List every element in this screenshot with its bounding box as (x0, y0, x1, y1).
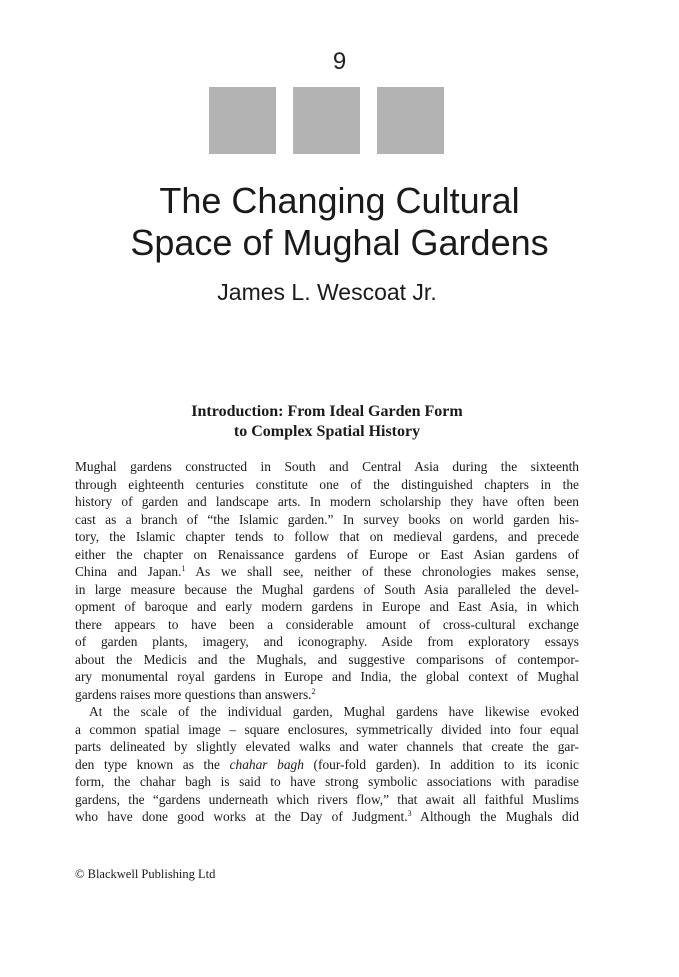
footnote-marker: 2 (311, 686, 316, 696)
text-line: gardens, the “gardens underneath which rivers flow,” that await all faithful Muslims (75, 791, 579, 807)
text-line: a common spatial image – square enclosures, symmetrically divided into four equal (75, 721, 579, 737)
text-line: tory, the Islamic chapter tends to follow that on medieval gardens, and precede (75, 529, 579, 544)
text-line: form, the chahar bagh is said to have strong symbolic associations with paradise (75, 774, 579, 789)
text-line: of garden plants, imagery, and iconography. Aside from exploratory essays (75, 634, 579, 649)
body-text (75, 458, 579, 826)
ornament-square (377, 87, 444, 154)
section-heading (0, 402, 654, 442)
copyright-notice: © Blackwell Publishing Ltd (75, 867, 216, 881)
text-line: opment of baroque and early modern gardens in Europe and East Asia, in which (75, 599, 579, 614)
text-line: At the scale of the individual garden, Mughal gardens have likewise evoked (89, 704, 579, 719)
text-line: cast as a branch of “the Islamic garden.” In survey books on world garden his- (75, 511, 579, 527)
text-line: parts delineated by slightly elevated walks and water channels that create the gar- (75, 739, 579, 754)
text-run: who have done good works at the Day of Judgment. (75, 809, 408, 824)
italic-term: chahar bagh (229, 756, 304, 772)
section-heading-line: Introduction: From Ideal Garden Form (191, 403, 463, 420)
text-run: Although the Mughals did (411, 809, 580, 824)
text-run: As we shall see, neither of these chronologies makes sense, (185, 564, 579, 579)
text-line: through eighteenth centuries constitute one of the distinguished chapters in the (75, 476, 579, 492)
chapter-title-line: Space of Mughal Gardens (130, 222, 549, 263)
chapter-title (0, 180, 679, 264)
chapter-author: James L. Wescoat Jr. (217, 279, 437, 305)
text-run: (four-fold garden). In addition to its iconic (303, 756, 579, 772)
footnote-marker: 3 (407, 809, 412, 818)
text-line (75, 563, 579, 581)
text-line: in large measure because the Mughal gardens of South Asia paralleled the devel- (75, 581, 579, 597)
text-line: history of garden and landscape arts. In modern scholarship they have often been (75, 494, 579, 509)
ornament-square (209, 87, 276, 154)
text-line: either the chapter on Renaissance gardens of Europe or East Asian gardens of (75, 546, 579, 562)
text-line (75, 686, 579, 704)
text-line: ary monumental royal gardens in Europe and India, the global context of Mughal (75, 669, 579, 684)
section-heading-line: to Complex Spatial History (233, 423, 421, 440)
footnote-marker: 1 (181, 564, 186, 573)
text-line (75, 756, 579, 774)
text-run: China and Japan. (75, 564, 182, 579)
text-line: Mughal gardens constructed in South and Central Asia during the sixteenth (75, 459, 579, 474)
text-line: there appears to have been a considerable amount of cross-cultural exchange (75, 616, 579, 632)
text-run: gardens raises more questions than answers. (75, 686, 312, 702)
text-line (75, 808, 579, 826)
text-run: den type known as the (75, 756, 230, 772)
chapter-number: 9 (332, 48, 347, 75)
chapter-title-line: The Changing Cultural (159, 180, 520, 221)
ornament-square (293, 87, 360, 154)
text-line: about the Medicis and the Mughals, and suggestive comparisons of contempor- (75, 651, 579, 667)
